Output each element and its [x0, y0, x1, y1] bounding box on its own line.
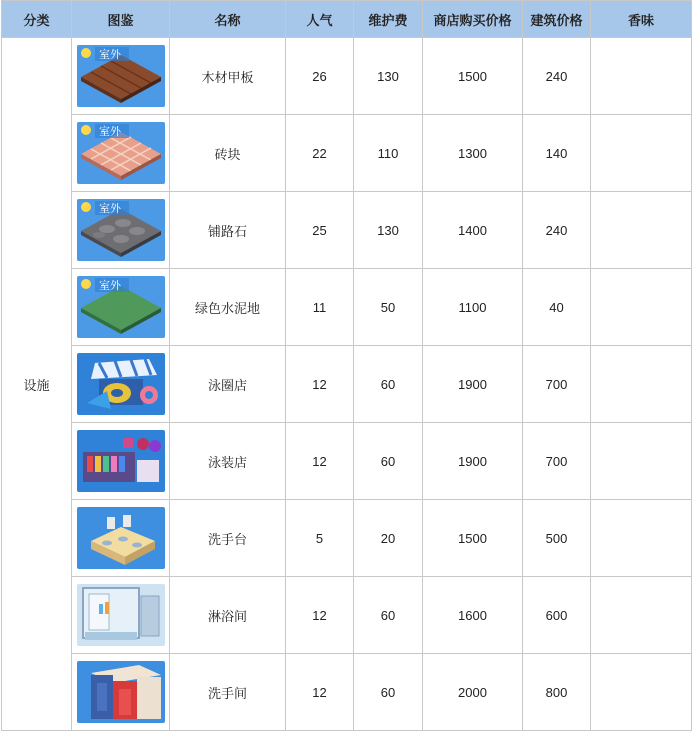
header-illustration: 图鉴	[72, 1, 170, 38]
header-maintenance: 维护费	[354, 1, 423, 38]
table-row	[2, 38, 692, 115]
popularity-cell: 12	[286, 654, 354, 731]
table-row	[2, 115, 692, 192]
table-row	[2, 577, 692, 654]
illustration-cell	[72, 577, 170, 654]
popularity-cell: 5	[286, 500, 354, 577]
badge-text: 室外	[98, 48, 121, 61]
build-price-cell: 140	[523, 115, 591, 192]
maintenance-cell: 60	[354, 346, 423, 423]
build-price-cell: 800	[523, 654, 591, 731]
maintenance-cell: 60	[354, 654, 423, 731]
header-shop-price: 商店购买价格	[423, 1, 523, 38]
aroma-cell	[591, 38, 692, 115]
name-cell: 铺路石	[170, 192, 286, 269]
header-build-price: 建筑价格	[523, 1, 591, 38]
build-price-cell: 700	[523, 346, 591, 423]
wash-basin-icon	[77, 507, 165, 569]
popularity-cell: 25	[286, 192, 354, 269]
popularity-cell: 12	[286, 577, 354, 654]
table-row	[2, 192, 692, 269]
maintenance-cell: 20	[354, 500, 423, 577]
maintenance-cell: 60	[354, 423, 423, 500]
table-row	[2, 500, 692, 577]
wood-deck-icon	[77, 45, 165, 107]
shop-price-cell: 1400	[423, 192, 523, 269]
facility-table	[1, 0, 692, 731]
badge-text: 室外	[98, 202, 121, 215]
category-cell: 设施	[2, 38, 72, 731]
aroma-cell	[591, 500, 692, 577]
badge-text: 室外	[98, 125, 121, 138]
table-row	[2, 269, 692, 346]
popularity-cell: 26	[286, 38, 354, 115]
illustration-cell	[72, 38, 170, 115]
name-cell: 洗手间	[170, 654, 286, 731]
header-category: 分类	[2, 1, 72, 38]
build-price-cell: 240	[523, 192, 591, 269]
table-row	[2, 346, 692, 423]
aroma-cell	[591, 346, 692, 423]
shop-price-cell: 1500	[423, 500, 523, 577]
aroma-cell	[591, 269, 692, 346]
build-price-cell: 240	[523, 38, 591, 115]
shop-price-cell: 1100	[423, 269, 523, 346]
illustration-cell	[72, 500, 170, 577]
popularity-cell: 22	[286, 115, 354, 192]
aroma-cell	[591, 115, 692, 192]
float-shop-icon	[77, 353, 165, 415]
table-row	[2, 423, 692, 500]
aroma-cell	[591, 192, 692, 269]
table-row	[2, 654, 692, 731]
name-cell: 绿色水泥地	[170, 269, 286, 346]
green-concrete-icon	[77, 276, 165, 338]
header-name: 名称	[170, 1, 286, 38]
aroma-cell	[591, 423, 692, 500]
swimwear-shop-icon	[77, 430, 165, 492]
illustration-cell	[72, 192, 170, 269]
build-price-cell: 500	[523, 500, 591, 577]
illustration-cell	[72, 115, 170, 192]
shop-price-cell: 1900	[423, 346, 523, 423]
illustration-cell	[72, 654, 170, 731]
maintenance-cell: 130	[354, 192, 423, 269]
aroma-cell	[591, 577, 692, 654]
maintenance-cell: 130	[354, 38, 423, 115]
name-cell: 木材甲板	[170, 38, 286, 115]
popularity-cell: 12	[286, 423, 354, 500]
popularity-cell: 11	[286, 269, 354, 346]
shop-price-cell: 1500	[423, 38, 523, 115]
paving-stone-icon	[77, 199, 165, 261]
header-popularity: 人气	[286, 1, 354, 38]
illustration-cell	[72, 269, 170, 346]
aroma-cell	[591, 654, 692, 731]
header-aroma: 香味	[591, 1, 692, 38]
shop-price-cell: 1300	[423, 115, 523, 192]
brick-floor-icon	[77, 122, 165, 184]
shower-room-icon	[77, 584, 165, 646]
shop-price-cell: 2000	[423, 654, 523, 731]
illustration-cell	[72, 423, 170, 500]
build-price-cell: 40	[523, 269, 591, 346]
restroom-icon	[77, 661, 165, 723]
shop-price-cell: 1600	[423, 577, 523, 654]
shop-price-cell: 1900	[423, 423, 523, 500]
name-cell: 泳装店	[170, 423, 286, 500]
illustration-cell	[72, 346, 170, 423]
header-row	[2, 1, 692, 38]
maintenance-cell: 60	[354, 577, 423, 654]
popularity-cell: 12	[286, 346, 354, 423]
name-cell: 淋浴间	[170, 577, 286, 654]
maintenance-cell: 110	[354, 115, 423, 192]
build-price-cell: 700	[523, 423, 591, 500]
name-cell: 泳圈店	[170, 346, 286, 423]
build-price-cell: 600	[523, 577, 591, 654]
name-cell: 砖块	[170, 115, 286, 192]
name-cell: 洗手台	[170, 500, 286, 577]
badge-text: 室外	[98, 279, 121, 292]
maintenance-cell: 50	[354, 269, 423, 346]
